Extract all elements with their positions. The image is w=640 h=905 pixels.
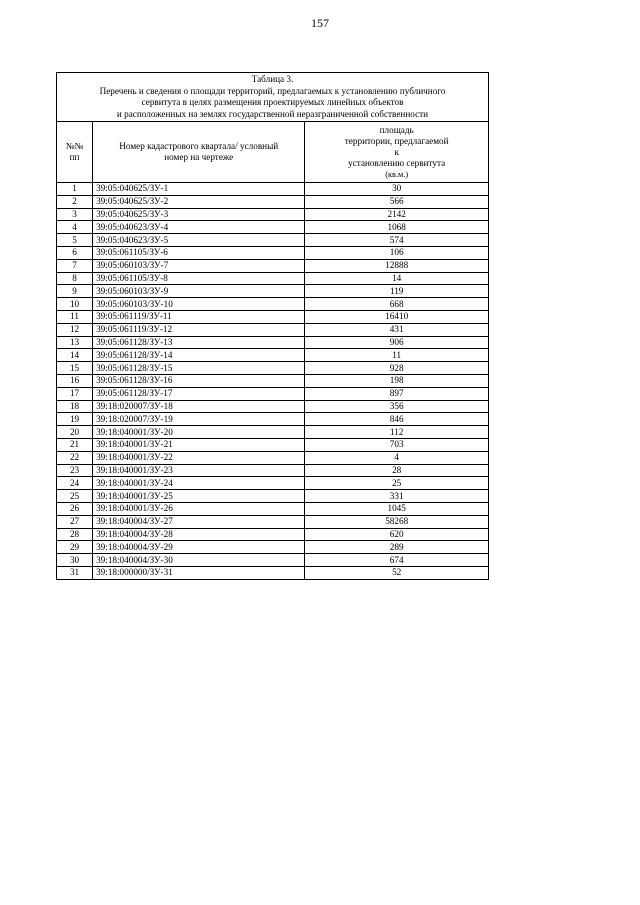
row-area: 431 [305, 323, 489, 336]
row-cadastral-code: 39:05:061105/ЗУ-6 [93, 246, 305, 259]
row-cadastral-code: 39:05:061119/ЗУ-11 [93, 310, 305, 323]
row-number: 23 [57, 464, 93, 477]
table-row [57, 298, 489, 311]
row-cadastral-code: 39:05:061105/ЗУ-8 [93, 272, 305, 285]
header-code-line: номер на чертеже [164, 152, 234, 162]
servitude-table [56, 72, 489, 580]
table-row [57, 400, 489, 413]
row-area: 58268 [305, 515, 489, 528]
table-row [57, 336, 489, 349]
row-number: 7 [57, 259, 93, 272]
table-row [57, 349, 489, 362]
table-caption-line: Таблица 3. [251, 74, 294, 84]
row-number: 9 [57, 285, 93, 298]
row-cadastral-code: 39:18:040004/ЗУ-28 [93, 528, 305, 541]
row-number: 30 [57, 554, 93, 567]
row-area: 668 [305, 298, 489, 311]
row-cadastral-code: 39:18:020007/ЗУ-19 [93, 413, 305, 426]
row-cadastral-code: 39:18:040004/ЗУ-30 [93, 554, 305, 567]
table-row [57, 554, 489, 567]
table-row [57, 310, 489, 323]
row-area: 112 [305, 426, 489, 439]
table-row [57, 246, 489, 259]
header-number [57, 122, 93, 183]
header-area-line: территории, предлагаемой [344, 135, 449, 146]
row-area: 2142 [305, 208, 489, 221]
table-row [57, 183, 489, 196]
table-row [57, 502, 489, 515]
header-area-unit: (кв.м.) [385, 169, 409, 179]
row-area: 52 [305, 566, 489, 579]
table-row [57, 272, 489, 285]
row-cadastral-code: 39:18:040001/ЗУ-26 [93, 502, 305, 515]
row-cadastral-code: 39:05:061119/ЗУ-12 [93, 323, 305, 336]
row-number: 2 [57, 195, 93, 208]
header-area-line: площадь [379, 124, 414, 135]
row-cadastral-code: 39:18:040001/ЗУ-24 [93, 477, 305, 490]
table-row [57, 221, 489, 234]
row-number: 8 [57, 272, 93, 285]
row-cadastral-code: 39:05:040625/ЗУ-1 [93, 183, 305, 196]
row-cadastral-code: 39:18:040001/ЗУ-25 [93, 490, 305, 503]
row-number: 31 [57, 566, 93, 579]
table-caption-row [57, 73, 489, 122]
table-row [57, 374, 489, 387]
table-caption-line: Перечень и сведения о площади территорий, предлагаемых к установлению публичного [99, 85, 446, 96]
row-number: 29 [57, 541, 93, 554]
row-cadastral-code: 39:18:040004/ЗУ-29 [93, 541, 305, 554]
page-number: 157 [311, 16, 329, 30]
table-row [57, 438, 489, 451]
row-number: 13 [57, 336, 93, 349]
table-row [57, 490, 489, 503]
row-area: 331 [305, 490, 489, 503]
row-cadastral-code: 39:18:000000/ЗУ-31 [93, 566, 305, 579]
row-area: 25 [305, 477, 489, 490]
table-header-row [57, 122, 489, 183]
row-area: 11 [305, 349, 489, 362]
table-row [57, 234, 489, 247]
row-area: 1068 [305, 221, 489, 234]
row-area: 674 [305, 554, 489, 567]
row-number: 17 [57, 387, 93, 400]
table-row [57, 362, 489, 375]
row-cadastral-code: 39:18:040001/ЗУ-23 [93, 464, 305, 477]
table-row [57, 426, 489, 439]
row-cadastral-code: 39:18:040004/ЗУ-27 [93, 515, 305, 528]
row-number: 12 [57, 323, 93, 336]
row-cadastral-code: 39:05:040623/ЗУ-4 [93, 221, 305, 234]
row-cadastral-code: 39:05:061128/ЗУ-17 [93, 387, 305, 400]
row-cadastral-code: 39:05:040625/ЗУ-2 [93, 195, 305, 208]
row-cadastral-code: 39:05:060103/ЗУ-10 [93, 298, 305, 311]
header-number-line: №№ [65, 141, 84, 151]
table-caption [57, 73, 489, 122]
row-area: 897 [305, 387, 489, 400]
row-number: 10 [57, 298, 93, 311]
table-row [57, 285, 489, 298]
row-number: 26 [57, 502, 93, 515]
row-area: 119 [305, 285, 489, 298]
row-area: 4 [305, 451, 489, 464]
row-cadastral-code: 39:05:061128/ЗУ-15 [93, 362, 305, 375]
row-cadastral-code: 39:18:040001/ЗУ-22 [93, 451, 305, 464]
header-number-line: пп [69, 152, 80, 162]
table-row [57, 259, 489, 272]
row-area: 356 [305, 400, 489, 413]
row-number: 15 [57, 362, 93, 375]
row-area: 928 [305, 362, 489, 375]
row-number: 14 [57, 349, 93, 362]
row-area: 12888 [305, 259, 489, 272]
table-row [57, 451, 489, 464]
table-row [57, 208, 489, 221]
row-number: 19 [57, 413, 93, 426]
row-area: 1045 [305, 502, 489, 515]
table-row [57, 515, 489, 528]
row-number: 11 [57, 310, 93, 323]
row-number: 22 [57, 451, 93, 464]
row-number: 4 [57, 221, 93, 234]
row-area: 846 [305, 413, 489, 426]
row-area: 30 [305, 183, 489, 196]
header-area-line: к [394, 146, 399, 157]
table-caption-line: сервитута в целях размещения проектируемых линейных объектов [141, 97, 404, 107]
table-row [57, 195, 489, 208]
table-row [57, 323, 489, 336]
row-area: 566 [305, 195, 489, 208]
table-row [57, 413, 489, 426]
row-cadastral-code: 39:18:040001/ЗУ-20 [93, 426, 305, 439]
row-number: 1 [57, 183, 93, 196]
row-number: 6 [57, 246, 93, 259]
header-area-line: установлению сервитута [348, 157, 446, 168]
row-number: 20 [57, 426, 93, 439]
row-cadastral-code: 39:05:040625/ЗУ-3 [93, 208, 305, 221]
row-cadastral-code: 39:05:061128/ЗУ-14 [93, 349, 305, 362]
header-area [305, 122, 489, 183]
row-number: 16 [57, 374, 93, 387]
row-area: 906 [305, 336, 489, 349]
table-caption-line: и расположенных на землях государственной неразграниченной собственности [116, 108, 429, 119]
row-cadastral-code: 39:05:060103/ЗУ-7 [93, 259, 305, 272]
header-cadastral-code [93, 122, 305, 183]
row-number: 25 [57, 490, 93, 503]
row-cadastral-code: 39:05:061128/ЗУ-13 [93, 336, 305, 349]
row-area: 14 [305, 272, 489, 285]
row-number: 27 [57, 515, 93, 528]
table-row [57, 541, 489, 554]
row-area: 620 [305, 528, 489, 541]
row-cadastral-code: 39:05:060103/ЗУ-9 [93, 285, 305, 298]
row-area: 574 [305, 234, 489, 247]
row-area: 28 [305, 464, 489, 477]
table-row [57, 528, 489, 541]
row-number: 21 [57, 438, 93, 451]
row-number: 24 [57, 477, 93, 490]
row-area: 703 [305, 438, 489, 451]
row-cadastral-code: 39:05:061128/ЗУ-16 [93, 374, 305, 387]
table-row [57, 387, 489, 400]
row-cadastral-code: 39:18:020007/ЗУ-18 [93, 400, 305, 413]
row-number: 5 [57, 234, 93, 247]
row-area: 198 [305, 374, 489, 387]
row-area: 106 [305, 246, 489, 259]
row-area: 289 [305, 541, 489, 554]
row-cadastral-code: 39:18:040001/ЗУ-21 [93, 438, 305, 451]
table-row [57, 477, 489, 490]
row-number: 3 [57, 208, 93, 221]
row-number: 28 [57, 528, 93, 541]
row-cadastral-code: 39:05:040623/ЗУ-5 [93, 234, 305, 247]
table-row [57, 464, 489, 477]
table-row [57, 566, 489, 579]
row-number: 18 [57, 400, 93, 413]
table-body [57, 183, 489, 580]
row-area: 16410 [305, 310, 489, 323]
header-code-line: Номер кадастрового квартала/ условный [119, 141, 279, 151]
